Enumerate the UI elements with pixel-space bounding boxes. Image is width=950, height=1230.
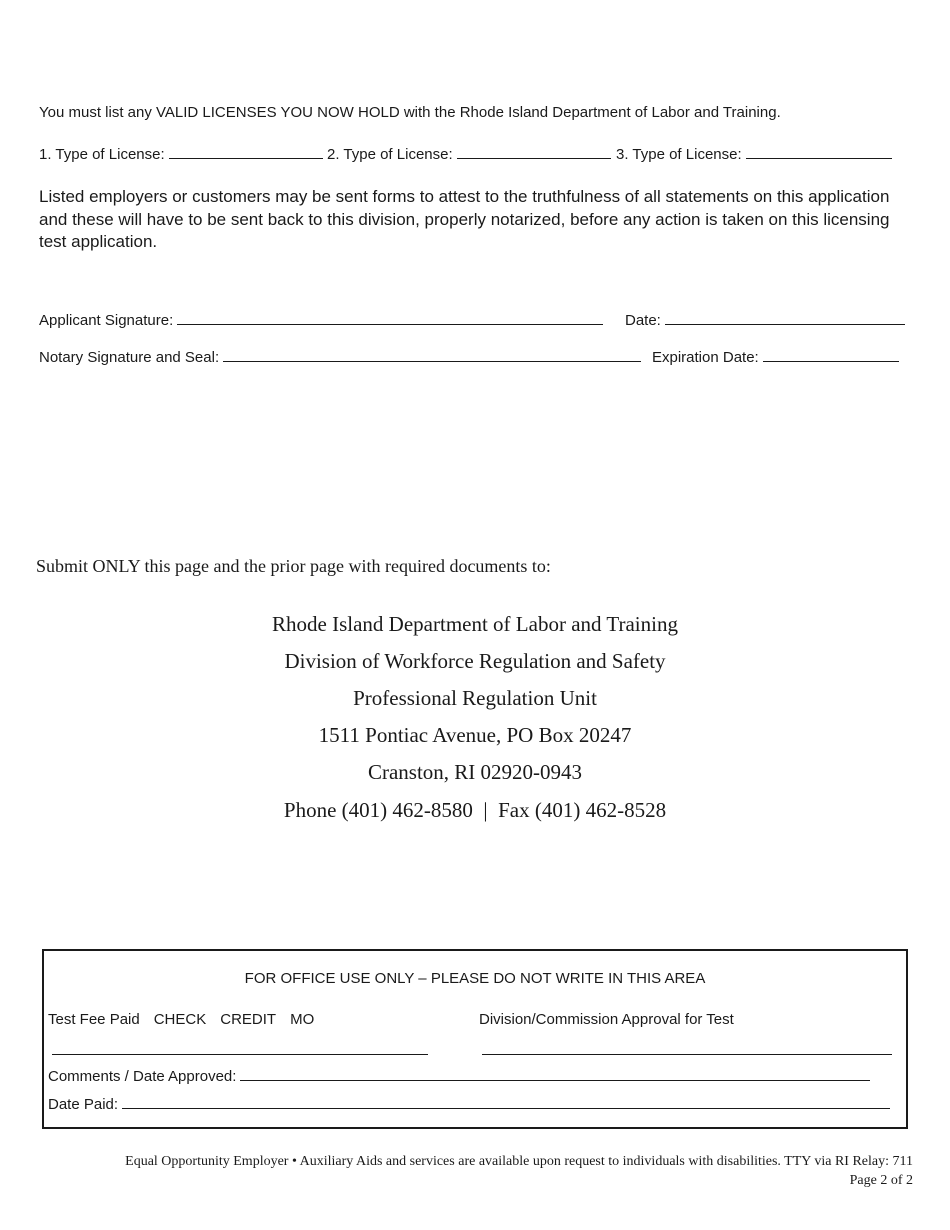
applicant-date-field[interactable] xyxy=(665,311,905,325)
applicant-signature-row xyxy=(39,311,909,331)
expiration-date-field[interactable] xyxy=(763,348,899,362)
comments-row xyxy=(48,1067,870,1085)
page-number: Page 2 of 2 xyxy=(849,1173,913,1188)
date-paid-field[interactable] xyxy=(122,1095,890,1109)
address-department: Rhode Island Department of Labor and Training xyxy=(272,612,678,636)
notary-signature-row xyxy=(39,348,909,368)
license-type-2-label: 2. Type of License: xyxy=(327,146,453,163)
payment-option-credit[interactable]: CREDIT xyxy=(220,1011,277,1028)
applicant-signature-label: Applicant Signature: xyxy=(39,312,174,329)
applicant-date-label: Date: xyxy=(625,312,661,329)
address-street: 1511 Pontiac Avenue, PO Box 20247 xyxy=(318,723,632,747)
valid-licenses-notice: You must list any VALID LICENSES YOU NOW HOLD with the Rhode Island Department of Labor and Training. xyxy=(39,104,781,121)
address-division: Division of Workforce Regulation and Safety xyxy=(284,649,666,673)
payment-option-mo[interactable]: MO xyxy=(290,1011,315,1028)
address-city: Cranston, RI 02920-0943 xyxy=(367,760,583,784)
license-types-row xyxy=(39,145,894,165)
comments-label: Comments / Date Approved: xyxy=(48,1068,237,1085)
date-paid-row xyxy=(48,1095,890,1113)
license-type-3-field[interactable] xyxy=(746,145,892,159)
license-type-2-field[interactable] xyxy=(457,145,611,159)
test-fee-paid-row xyxy=(48,1011,314,1028)
applicant-signature xyxy=(39,311,603,329)
license-type-3 xyxy=(616,145,892,163)
payment-option-check[interactable]: CHECK xyxy=(153,1011,207,1028)
expiration-date xyxy=(652,348,899,366)
division-approval-label: Division/Commission Approval for Test xyxy=(479,1011,734,1028)
applicant-date xyxy=(625,311,905,329)
license-type-3-label: 3. Type of License: xyxy=(616,146,742,163)
address-phone-fax: Phone (401) 462-8580 | Fax (401) 462-8528 xyxy=(283,798,667,822)
footer-notice: Equal Opportunity Employer • Auxiliary Aids and services are available upon request to individuals with disabilities. TTY via RI Relay: 711 xyxy=(125,1154,913,1169)
comments-field[interactable] xyxy=(240,1067,870,1081)
office-use-title: FOR OFFICE USE ONLY – PLEASE DO NOT WRITE IN THIS AREA xyxy=(244,970,706,987)
employers-attestation-notice: Listed employers or customers may be sent forms to attest to the truthfulness of all statements on this application and these will have to be sent back to this division, properly notarized, before any action is taken on this licensing test application. xyxy=(39,187,890,251)
notary-signature-field[interactable] xyxy=(223,348,641,362)
date-paid-label: Date Paid: xyxy=(48,1096,119,1113)
license-type-1-field[interactable] xyxy=(169,145,323,159)
test-fee-paid-line[interactable] xyxy=(52,1054,428,1055)
license-type-2 xyxy=(327,145,611,163)
notary-signature xyxy=(39,348,641,366)
license-type-1-label: 1. Type of License: xyxy=(39,146,165,163)
office-use-box xyxy=(42,949,908,1129)
license-type-1 xyxy=(39,145,323,163)
submit-instruction: Submit ONLY this page and the prior page with required documents to: xyxy=(36,556,551,576)
test-fee-paid-label: Test Fee Paid xyxy=(48,1011,140,1028)
expiration-date-label: Expiration Date: xyxy=(652,349,759,366)
notary-signature-label: Notary Signature and Seal: xyxy=(39,349,220,366)
applicant-signature-field[interactable] xyxy=(177,311,603,325)
address-unit: Professional Regulation Unit xyxy=(353,686,597,710)
division-approval-line[interactable] xyxy=(482,1054,892,1055)
